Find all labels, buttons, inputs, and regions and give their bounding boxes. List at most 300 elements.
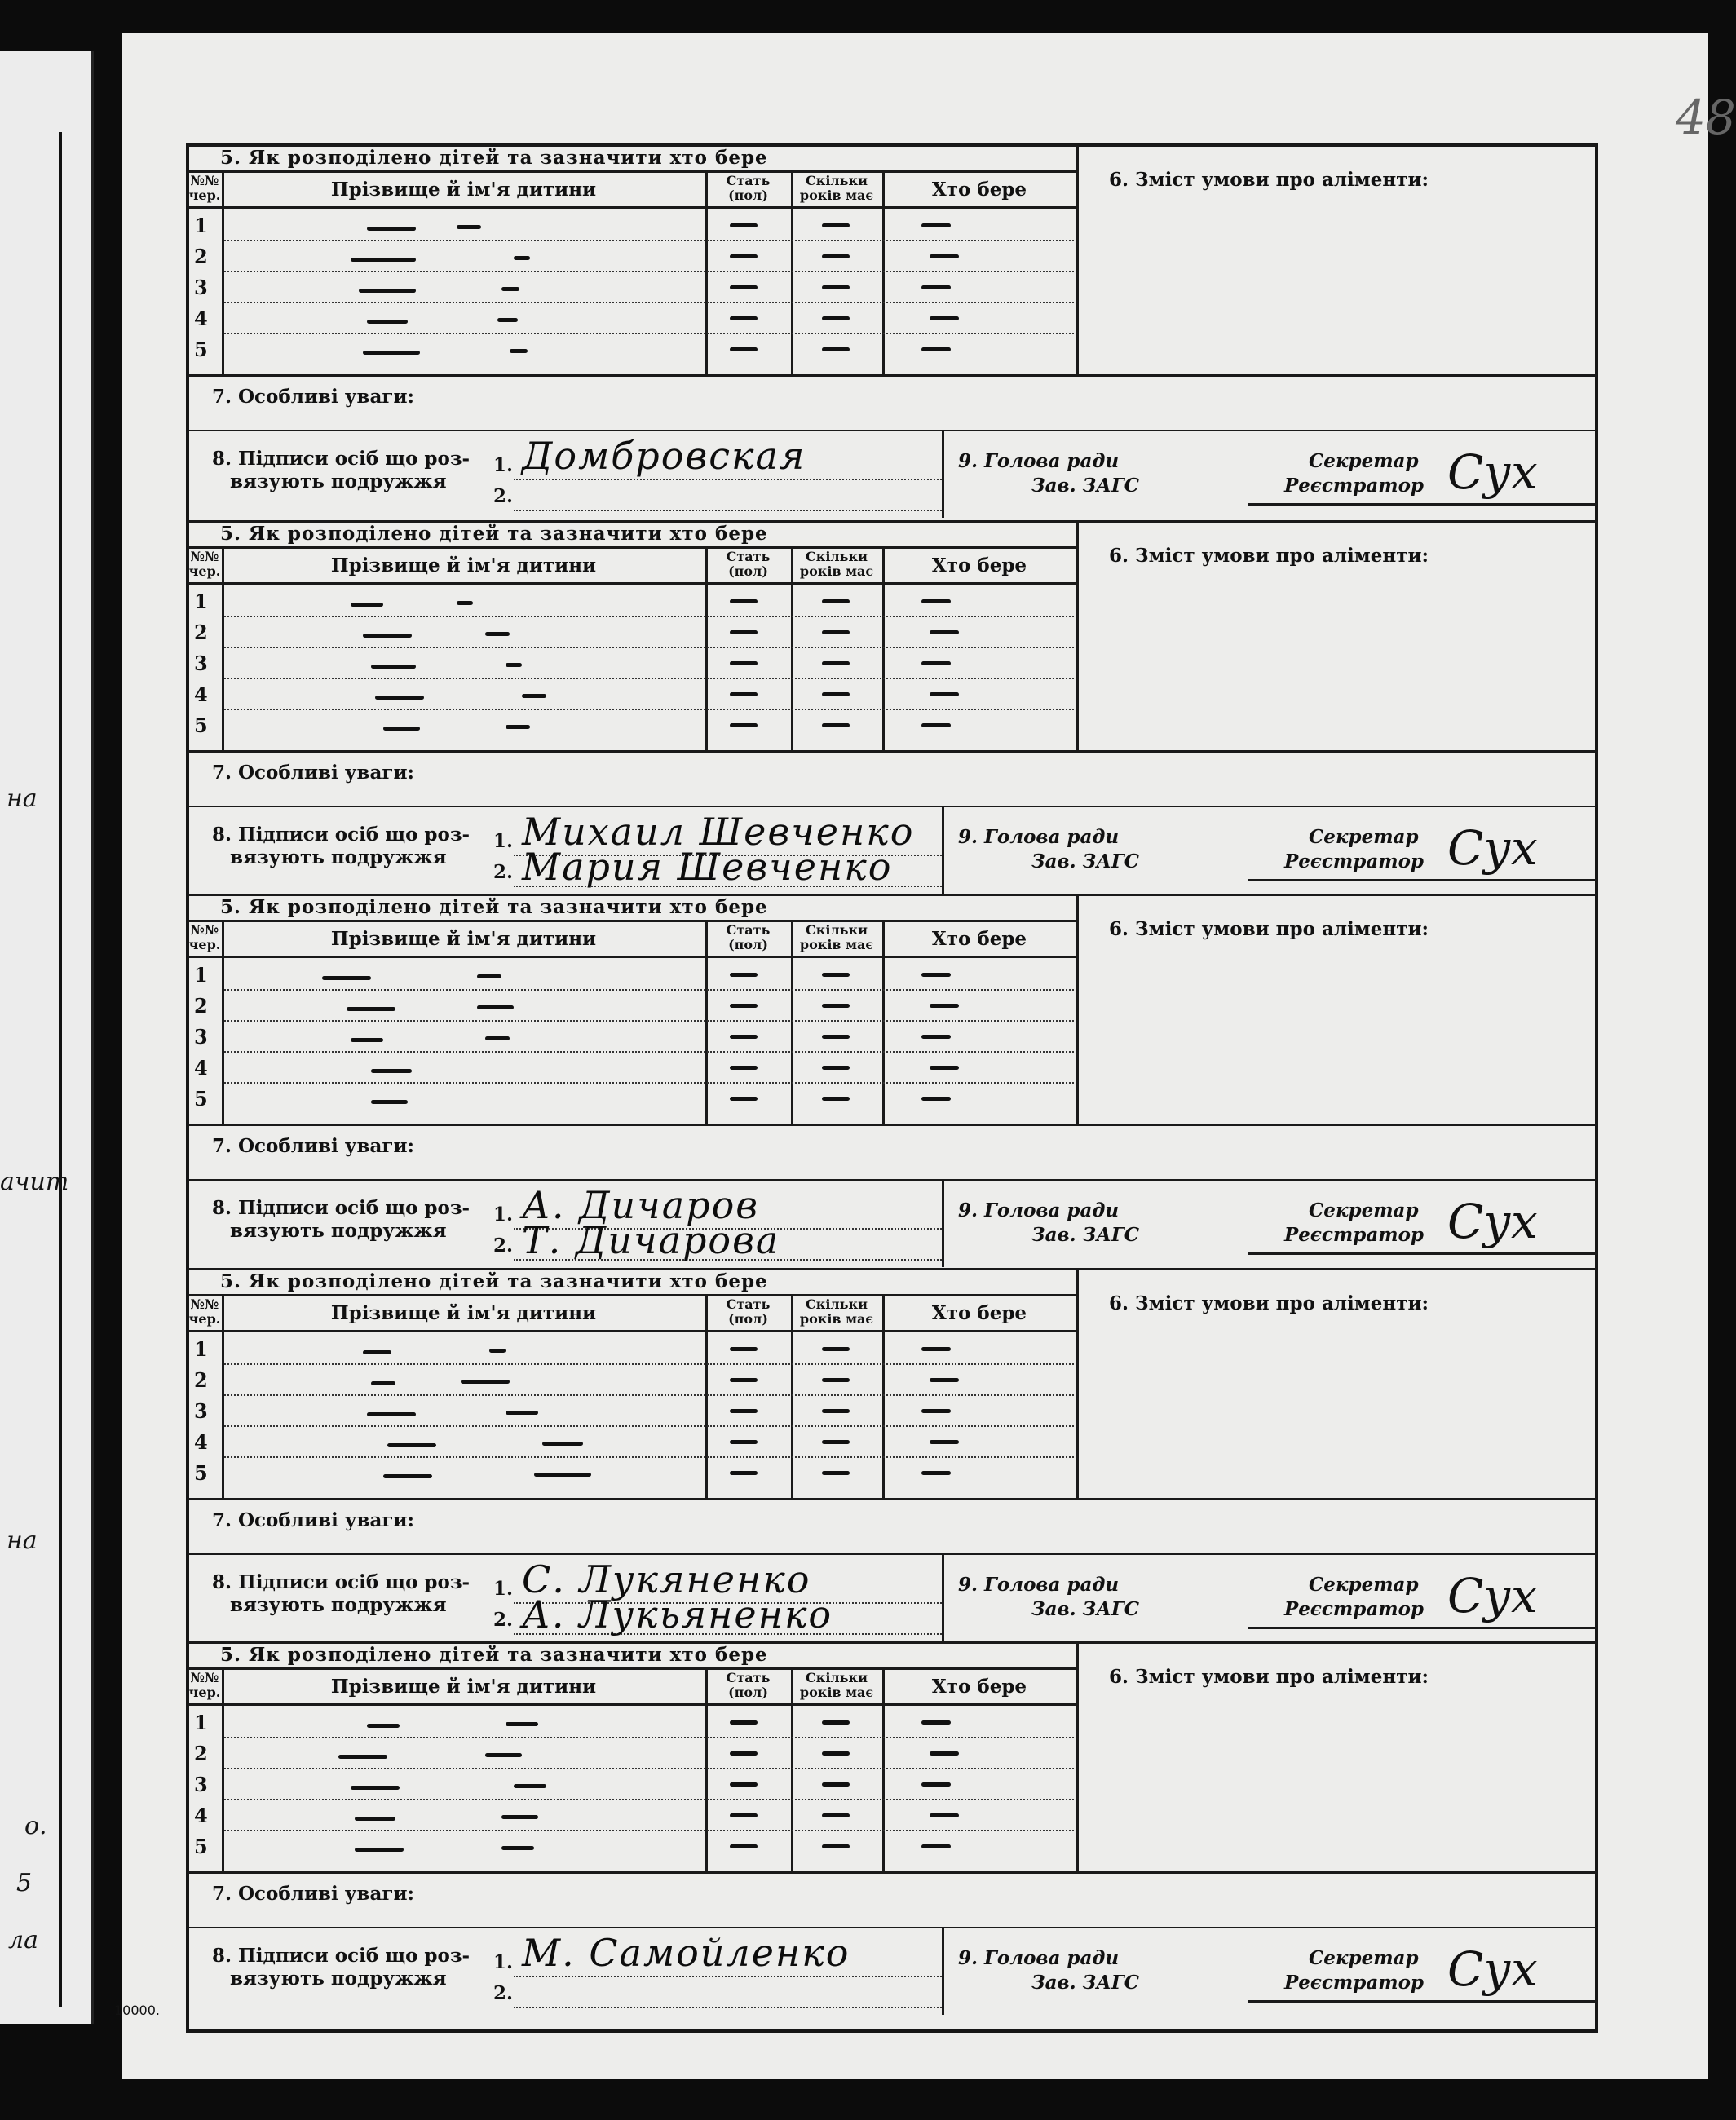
signature-divider	[942, 1553, 944, 1641]
col-who-header: Хто бере	[931, 1676, 1027, 1698]
ditto-mark	[477, 1005, 514, 1009]
registry-head-label: Зав. ЗАГС	[1031, 475, 1140, 497]
ditto-mark	[930, 316, 959, 320]
ditto-mark	[822, 599, 850, 603]
ditto-mark	[930, 1813, 959, 1817]
col-age-header-2: років має	[799, 563, 874, 579]
row-number: 1	[194, 590, 208, 613]
col-no-header-2: чер.	[188, 937, 221, 952]
row-number: 5	[194, 338, 208, 361]
signatures-label-2: вязують подружжя	[230, 846, 447, 868]
row-number: 5	[194, 1835, 208, 1858]
col-age-header-2: років має	[799, 1311, 874, 1327]
special-notes-label: 7. Особливі уваги:	[212, 1883, 414, 1905]
ditto-mark	[347, 1007, 395, 1011]
signatures-label-2: вязують подружжя	[230, 1220, 447, 1242]
col-age-header: Скільки	[806, 1670, 868, 1685]
ditto-mark	[730, 661, 758, 665]
row-dotted-rule	[224, 1082, 1074, 1084]
ditto-mark	[461, 1380, 510, 1384]
ditto-mark	[485, 1753, 522, 1757]
row-number: 2	[194, 994, 208, 1018]
ditto-mark	[921, 973, 951, 977]
council-head-label: 9. Голова ради	[958, 1947, 1120, 1969]
alimony-terms-label: 6. Зміст умови про аліменти:	[1109, 169, 1429, 191]
signature-2-number: 2.	[493, 1234, 514, 1257]
signatures-label-2: вязують подружжя	[230, 1968, 447, 1990]
ditto-mark	[730, 1844, 758, 1848]
notes-rule	[188, 430, 1597, 431]
ditto-mark	[730, 316, 758, 320]
ditto-mark	[921, 1409, 951, 1413]
signature-1-number: 1.	[493, 454, 514, 476]
col-no-header: №№	[190, 549, 219, 564]
registrar-initials: Сух	[1447, 820, 1538, 876]
ditto-mark	[730, 723, 758, 727]
secretary-label: Секретар	[1309, 1574, 1419, 1596]
ditto-mark	[822, 1409, 850, 1413]
ditto-mark	[921, 1471, 951, 1475]
signature-1-line	[514, 1976, 942, 1977]
notes-rule	[188, 1179, 1597, 1181]
ditto-mark	[822, 1720, 850, 1725]
registrar-rule	[1248, 1252, 1597, 1255]
section-divider	[1076, 1641, 1079, 1872]
ditto-mark	[822, 723, 850, 727]
ditto-mark	[730, 1440, 758, 1444]
ditto-mark	[359, 289, 416, 293]
ditto-mark	[371, 1381, 395, 1385]
special-notes-label: 7. Особливі уваги:	[212, 1135, 414, 1157]
page-number: 48	[1676, 90, 1736, 145]
registrar-initials: Сух	[1447, 444, 1538, 500]
table-column-rule	[222, 546, 224, 750]
ditto-mark	[822, 347, 850, 351]
record-block	[188, 144, 1597, 518]
col-no-header: №№	[190, 922, 219, 938]
ditto-mark	[730, 1782, 758, 1787]
ditto-mark	[921, 1347, 951, 1351]
ditto-mark	[367, 320, 408, 324]
ditto-mark	[322, 976, 371, 980]
ditto-mark	[338, 1755, 387, 1759]
ditto-mark	[730, 285, 758, 289]
ditto-mark	[534, 1473, 591, 1477]
row-number: 2	[194, 1368, 208, 1392]
ditto-mark	[921, 347, 951, 351]
col-sex-header-2: (пол)	[728, 563, 768, 579]
ditto-mark	[383, 727, 420, 731]
facing-page-fragment: 5	[16, 1869, 33, 1897]
ditto-mark	[921, 1782, 951, 1787]
ditto-mark	[730, 599, 758, 603]
ditto-mark	[730, 1378, 758, 1382]
ditto-mark	[822, 1440, 850, 1444]
ditto-mark	[930, 1751, 959, 1756]
signature-1: Домбровская	[522, 434, 806, 478]
secretary-label: Секретар	[1309, 450, 1419, 472]
signatures-label: 8. Підписи осіб що роз-	[212, 1197, 470, 1219]
col-no-header-2: чер.	[188, 563, 221, 579]
ditto-mark	[371, 1100, 408, 1104]
ditto-mark	[730, 254, 758, 258]
ditto-mark	[822, 1097, 850, 1101]
signature-1: С. Лукяненко	[522, 1557, 811, 1601]
ditto-mark	[542, 1442, 583, 1446]
registrar-rule	[1248, 879, 1597, 881]
registry-head-label: Зав. ЗАГС	[1031, 1224, 1140, 1246]
registrar-initials: Сух	[1447, 1568, 1538, 1623]
signatures-label-2: вязують подружжя	[230, 470, 447, 492]
ditto-mark	[921, 1097, 951, 1101]
row-dotted-rule	[224, 647, 1074, 648]
special-notes-label: 7. Особливі уваги:	[212, 762, 414, 784]
signature-2-line	[514, 510, 942, 511]
row-number: 4	[194, 1056, 208, 1080]
special-notes-label: 7. Особливі уваги:	[212, 386, 414, 408]
ditto-mark	[822, 692, 850, 696]
children-section-title: 5. Як розподілено дітей та зазначити хто бере	[220, 1644, 768, 1666]
children-section-title: 5. Як розподілено дітей та зазначити хто бере	[220, 1270, 768, 1292]
row-number: 3	[194, 1773, 208, 1796]
registry-head-label: Зав. ЗАГС	[1031, 1972, 1140, 1994]
row-dotted-rule	[224, 1830, 1074, 1831]
signature-divider	[942, 1179, 944, 1267]
table-header-rule	[188, 1703, 1076, 1706]
facing-page-border	[0, 132, 62, 2007]
col-name-header: Прізвище й ім'я дитини	[330, 1302, 597, 1324]
ditto-mark	[457, 225, 481, 229]
col-no-header: №№	[190, 1296, 219, 1312]
table-column-rule	[222, 1294, 224, 1498]
row-number: 5	[194, 1087, 208, 1111]
col-who-header: Хто бере	[931, 928, 1027, 950]
ditto-mark	[730, 692, 758, 696]
ditto-mark	[485, 1036, 510, 1040]
signature-2: Т. Дичарова	[522, 1218, 780, 1262]
registrar-label: Реєстратор	[1284, 1972, 1425, 1994]
row-dotted-rule	[224, 678, 1074, 679]
registrar-label: Реєстратор	[1284, 1598, 1425, 1620]
facing-page-edge	[0, 51, 94, 2024]
ditto-mark	[730, 1097, 758, 1101]
row-number: 4	[194, 682, 208, 706]
ditto-mark	[921, 285, 951, 289]
row-dotted-rule	[224, 1737, 1074, 1738]
record-block	[188, 1641, 1597, 2015]
table-column-rule	[882, 1294, 885, 1498]
ditto-mark	[351, 1786, 400, 1790]
col-age-header: Скільки	[806, 1296, 868, 1312]
ditto-mark	[351, 258, 416, 262]
ditto-mark	[822, 1471, 850, 1475]
table-header-rule	[188, 956, 1076, 958]
col-sex-header-2: (пол)	[728, 188, 768, 203]
ditto-mark	[921, 1035, 951, 1039]
signatures-label: 8. Підписи осіб що роз-	[212, 1571, 470, 1593]
table-column-rule	[882, 1667, 885, 1871]
ditto-mark	[921, 661, 951, 665]
section-divider	[1076, 144, 1079, 375]
row-number: 5	[194, 1461, 208, 1485]
table-bottom-rule	[188, 1498, 1597, 1500]
registry-head-label: Зав. ЗАГС	[1031, 850, 1140, 872]
col-name-header: Прізвище й ім'я дитини	[330, 179, 597, 201]
col-sex-header-2: (пол)	[728, 937, 768, 952]
ditto-mark	[822, 1347, 850, 1351]
ditto-mark	[510, 349, 528, 353]
registrar-rule	[1248, 2000, 1597, 2003]
ditto-mark	[355, 1848, 404, 1852]
table-header-rule	[188, 206, 1076, 209]
facing-page-fragment: на	[7, 1526, 38, 1555]
row-dotted-rule	[224, 1394, 1074, 1396]
ditto-mark	[730, 1035, 758, 1039]
record-block	[188, 520, 1597, 894]
signature-1-number: 1.	[493, 830, 514, 852]
ditto-mark	[921, 599, 951, 603]
children-section-title: 5. Як розподілено дітей та зазначити хто бере	[220, 896, 768, 918]
signature-2-line	[514, 2007, 942, 2008]
children-section-title: 5. Як розподілено дітей та зазначити хто бере	[220, 147, 768, 169]
col-sex-header: Стать	[726, 1296, 771, 1312]
table-top-rule	[188, 1294, 1076, 1296]
table-column-rule	[222, 170, 224, 374]
ditto-mark	[921, 1720, 951, 1725]
col-name-header: Прізвище й ім'я дитини	[330, 928, 597, 950]
ditto-mark	[930, 1004, 959, 1008]
row-dotted-rule	[224, 240, 1074, 241]
registrar-label: Реєстратор	[1284, 1224, 1425, 1246]
ditto-mark	[822, 1844, 850, 1848]
ditto-mark	[506, 1411, 538, 1415]
signatures-label: 8. Підписи осіб що роз-	[212, 1945, 470, 1967]
notes-rule	[188, 1927, 1597, 1928]
ditto-mark	[351, 1038, 383, 1042]
row-number: 1	[194, 1711, 208, 1734]
ditto-mark	[367, 1724, 400, 1728]
table-bottom-rule	[188, 1124, 1597, 1126]
secretary-label: Секретар	[1309, 826, 1419, 848]
col-age-header: Скільки	[806, 173, 868, 188]
ditto-mark	[351, 603, 383, 607]
signature-2-number: 2.	[493, 1609, 514, 1631]
col-no-header-2: чер.	[188, 188, 221, 203]
col-sex-header: Стать	[726, 173, 771, 188]
table-header-rule	[188, 582, 1076, 585]
ditto-mark	[489, 1349, 506, 1353]
table-top-rule	[188, 170, 1076, 173]
ditto-mark	[822, 1378, 850, 1382]
col-no-header-2: чер.	[188, 1311, 221, 1327]
col-name-header: Прізвище й ім'я дитини	[330, 554, 597, 576]
table-bottom-rule	[188, 750, 1597, 753]
ditto-mark	[506, 725, 530, 729]
row-number: 3	[194, 1399, 208, 1423]
ditto-mark	[730, 1813, 758, 1817]
signature-divider	[942, 430, 944, 518]
row-dotted-rule	[224, 1425, 1074, 1427]
ditto-mark	[930, 254, 959, 258]
ditto-mark	[822, 1751, 850, 1756]
row-number: 1	[194, 1337, 208, 1361]
ditto-mark	[930, 1378, 959, 1382]
col-sex-header: Стать	[726, 1670, 771, 1685]
ditto-mark	[930, 1440, 959, 1444]
special-notes-label: 7. Особливі уваги:	[212, 1509, 414, 1531]
ditto-mark	[355, 1817, 395, 1821]
signatures-label: 8. Підписи осіб що роз-	[212, 448, 470, 470]
row-number: 1	[194, 214, 208, 237]
ditto-mark	[514, 256, 530, 260]
table-column-rule	[882, 546, 885, 750]
col-who-header: Хто бере	[931, 1302, 1027, 1324]
signature-2-number: 2.	[493, 861, 514, 883]
secretary-label: Секретар	[1309, 1199, 1419, 1221]
col-who-header: Хто бере	[931, 179, 1027, 201]
row-number: 5	[194, 713, 208, 737]
row-dotted-rule	[224, 616, 1074, 617]
signature-2: А. Лукьяненко	[522, 1592, 833, 1636]
ditto-mark	[730, 347, 758, 351]
children-section-title: 5. Як розподілено дітей та зазначити хто бере	[220, 523, 768, 545]
ditto-mark	[367, 227, 416, 231]
row-number: 4	[194, 1804, 208, 1827]
signature-1: Михаил Шевченко	[522, 810, 915, 854]
row-number: 3	[194, 651, 208, 675]
registrar-label: Реєстратор	[1284, 475, 1425, 497]
col-age-header: Скільки	[806, 549, 868, 564]
register-page	[114, 33, 1736, 2079]
ditto-mark	[822, 285, 850, 289]
signature-1-number: 1.	[493, 1951, 514, 1973]
ditto-mark	[363, 1350, 391, 1354]
ditto-mark	[822, 254, 850, 258]
ditto-mark	[822, 1782, 850, 1787]
ditto-mark	[363, 351, 420, 355]
row-dotted-rule	[224, 709, 1074, 710]
section-divider	[1076, 520, 1079, 751]
alimony-terms-label: 6. Зміст умови про аліменти:	[1109, 1666, 1429, 1688]
registrar-initials: Сух	[1447, 1941, 1538, 1997]
table-header-rule	[188, 1330, 1076, 1332]
table-column-rule	[222, 1667, 224, 1871]
row-number: 4	[194, 307, 208, 330]
signature-2-number: 2.	[493, 1982, 514, 2004]
signature-1: М. Самойленко	[522, 1931, 850, 1975]
table-bottom-rule	[188, 374, 1597, 377]
ditto-mark	[383, 1474, 432, 1478]
ditto-mark	[921, 223, 951, 227]
council-head-label: 9. Голова ради	[958, 1574, 1120, 1596]
alimony-terms-label: 6. Зміст умови про аліменти:	[1109, 1292, 1429, 1314]
row-dotted-rule	[224, 989, 1074, 991]
row-number: 1	[194, 963, 208, 987]
row-dotted-rule	[224, 1051, 1074, 1053]
ditto-mark	[730, 1471, 758, 1475]
facing-page-fragment: ачит	[0, 1168, 69, 1196]
row-dotted-rule	[224, 333, 1074, 334]
row-number: 2	[194, 621, 208, 644]
ditto-mark	[387, 1443, 436, 1447]
ditto-mark	[822, 1066, 850, 1070]
col-sex-header: Стать	[726, 922, 771, 938]
table-column-rule	[222, 920, 224, 1124]
row-number: 2	[194, 1742, 208, 1765]
ditto-mark	[514, 1784, 546, 1788]
signature-divider	[942, 806, 944, 894]
row-number: 2	[194, 245, 208, 268]
ditto-mark	[730, 1347, 758, 1351]
signature-1: А. Дичаров	[522, 1183, 760, 1227]
row-number: 3	[194, 276, 208, 299]
secretary-label: Секретар	[1309, 1947, 1419, 1969]
ditto-mark	[477, 974, 501, 978]
council-head-label: 9. Голова ради	[958, 1199, 1120, 1221]
record-block	[188, 894, 1597, 1267]
table-top-rule	[188, 920, 1076, 922]
col-no-header-2: чер.	[188, 1685, 221, 1700]
signature-1-line	[514, 479, 942, 480]
ditto-mark	[506, 663, 522, 667]
alimony-terms-label: 6. Зміст умови про аліменти:	[1109, 545, 1429, 567]
table-column-rule	[882, 920, 885, 1124]
row-dotted-rule	[224, 1799, 1074, 1800]
ditto-mark	[730, 1720, 758, 1725]
ditto-mark	[522, 694, 546, 698]
notes-rule	[188, 806, 1597, 807]
ditto-mark	[501, 287, 519, 291]
ditto-mark	[921, 723, 951, 727]
ditto-mark	[730, 1409, 758, 1413]
row-dotted-rule	[224, 1768, 1074, 1769]
col-sex-header: Стать	[726, 549, 771, 564]
col-age-header: Скільки	[806, 922, 868, 938]
table-top-rule	[188, 546, 1076, 549]
ditto-mark	[730, 1004, 758, 1008]
registrar-rule	[1248, 1627, 1597, 1629]
ditto-mark	[921, 1844, 951, 1848]
row-number: 3	[194, 1025, 208, 1049]
ditto-mark	[501, 1846, 534, 1850]
ditto-mark	[730, 973, 758, 977]
table-column-rule	[882, 170, 885, 374]
ditto-mark	[822, 661, 850, 665]
row-dotted-rule	[224, 1020, 1074, 1022]
col-age-header-2: років має	[799, 937, 874, 952]
ditto-mark	[730, 223, 758, 227]
notes-rule	[188, 1553, 1597, 1555]
ditto-mark	[822, 223, 850, 227]
signature-1-number: 1.	[493, 1578, 514, 1600]
ditto-mark	[375, 696, 424, 700]
facing-page-fragment: о.	[24, 1812, 47, 1840]
registry-head-label: Зав. ЗАГС	[1031, 1598, 1140, 1620]
col-sex-header-2: (пол)	[728, 1685, 768, 1700]
council-head-label: 9. Голова ради	[958, 826, 1120, 848]
signatures-label-2: вязують подружжя	[230, 1594, 447, 1616]
col-no-header: №№	[190, 173, 219, 188]
signature-1-number: 1.	[493, 1204, 514, 1226]
registrar-initials: Сух	[1447, 1194, 1538, 1249]
section-divider	[1076, 1268, 1079, 1499]
signature-2-number: 2.	[493, 485, 514, 507]
signature-divider	[942, 1927, 944, 2015]
ditto-mark	[730, 1066, 758, 1070]
record-block	[188, 1268, 1597, 1641]
facing-page-fragment: на	[7, 784, 38, 813]
ditto-mark	[457, 601, 473, 605]
